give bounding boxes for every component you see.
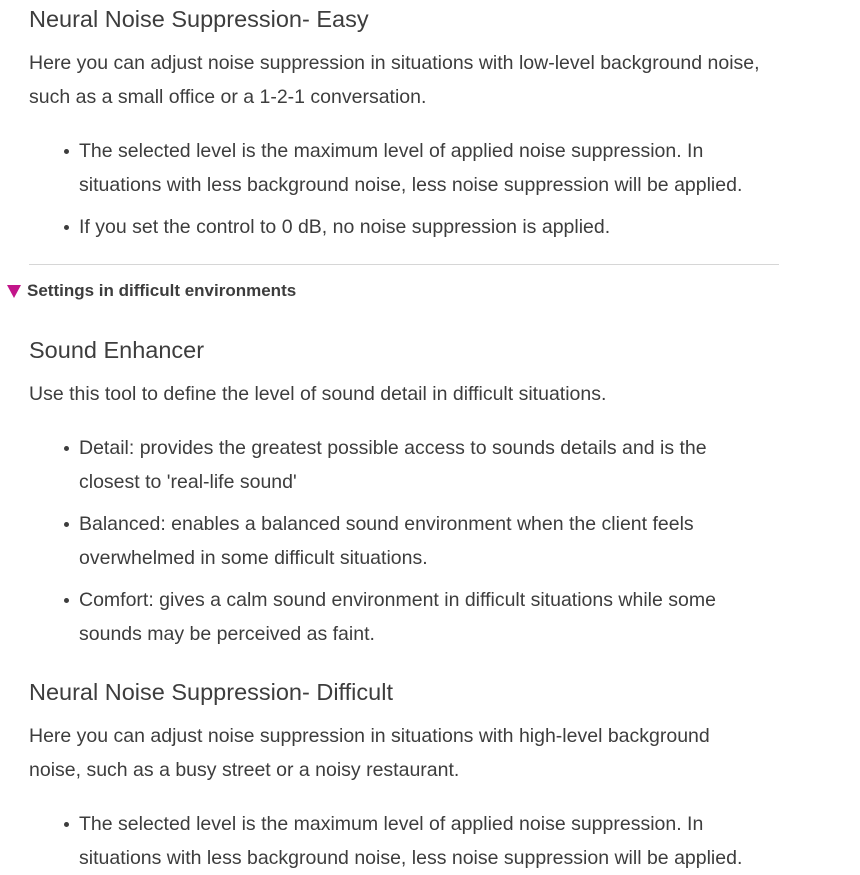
easy-heading: Neural Noise Suppression- Easy [29,6,369,32]
sound-enhancer-bullet-list [29,431,789,651]
difficult-section [29,678,789,875]
list-item: The selected level is the maximum level of applied noise suppression. In situations with less background noise, less noise suppression will be applied. [79,807,789,875]
difficult-bullet-list [29,807,789,875]
difficult-intro-line1: Here you can adjust noise suppression in situations with high-level background [29,725,710,747]
easy-section [29,5,789,244]
difficult-intro-line2: noise, such as a busy street or a noisy restaurant. [29,759,460,781]
triangle-down-icon [7,285,21,298]
sound-enhancer-section [29,336,789,651]
list-item: If you set the control to 0 dB, no noise suppression is applied. [79,210,789,244]
sound-enhancer-heading: Sound Enhancer [29,337,205,363]
list-item: Balanced: enables a balanced sound environment when the client feels overwhelmed in some difficult situations. [79,507,789,575]
list-item: Comfort: gives a calm sound environment in difficult situations while some sounds may be perceived as faint. [79,583,789,651]
easy-intro [29,46,789,114]
easy-intro-line2: such as a small office or a 1-2-1 conversation. [29,86,427,108]
list-item: Detail: provides the greatest possible access to sounds details and is the closest to 'real-life sound' [79,431,789,499]
easy-bullet-list [29,134,789,244]
easy-intro-line1: Here you can adjust noise suppression in situations with low-level background noise, [29,52,760,74]
difficult-heading: Neural Noise Suppression- Difficult [29,679,393,705]
sound-enhancer-intro: Use this tool to define the level of sound detail in difficult situations. [29,383,607,405]
difficult-environments-toggle[interactable] [7,280,296,302]
difficult-intro [29,719,789,787]
list-item: The selected level is the maximum level of applied noise suppression. In situations with less background noise, less noise suppression will be applied. [79,134,789,202]
toggle-label: Settings in difficult environments [27,281,297,300]
divider [29,264,779,265]
